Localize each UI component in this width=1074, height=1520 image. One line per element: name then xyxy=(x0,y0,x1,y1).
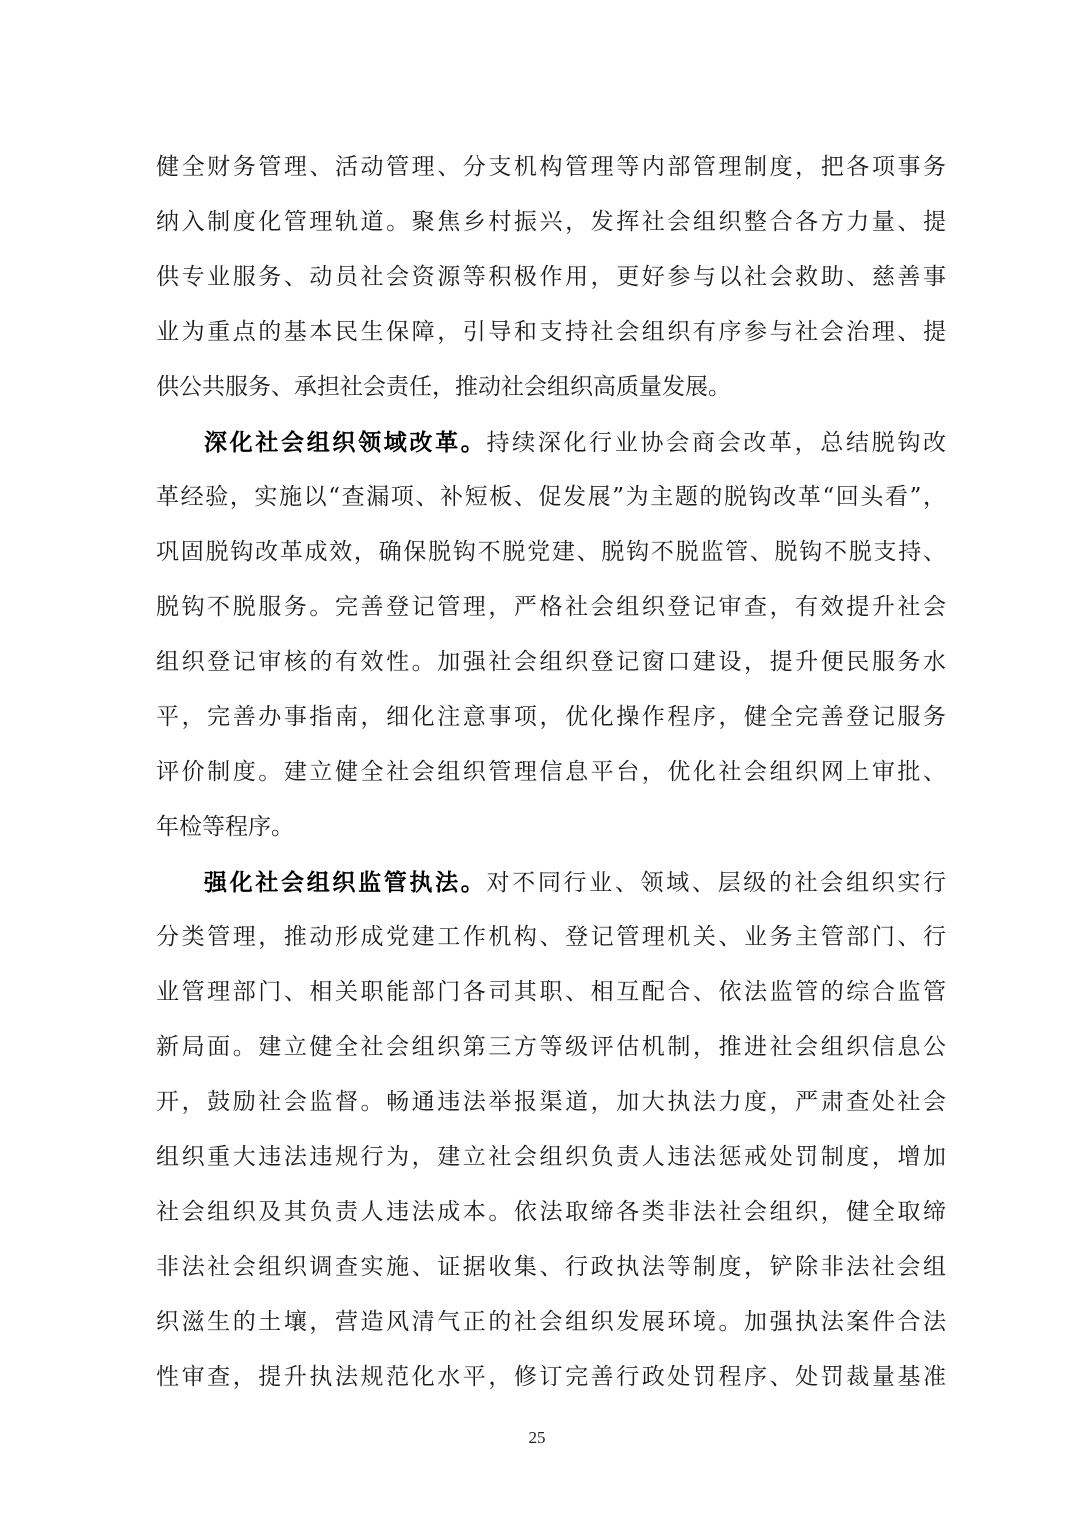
text-line: 分类管理，推动形成党建工作机构、登记管理机关、业务主管部门、行 xyxy=(156,924,946,950)
text-line: 供专业服务、动员社会资源等积极作用，更好参与以社会救助、慈善事 xyxy=(156,264,946,290)
text-line: 社会组织及其负责人违法成本。依法取缔各类非法社会组织，健全取缔 xyxy=(156,1199,946,1225)
text-line: 组织重大违法违规行为，建立社会组织负责人违法惩戒处罚制度，增加 xyxy=(156,1144,946,1170)
paragraph-heading: 强化社会组织监管执法。 xyxy=(204,869,487,896)
text-span: 对不同行业、领域、层级的社会组织实行 xyxy=(486,870,947,896)
text-line: 健全财务管理、活动管理、分支机构管理等内部管理制度，把各项事务 xyxy=(156,154,946,180)
text-line: 织滋生的土壤，营造风清气正的社会组织发展环境。加强执法案件合法 xyxy=(156,1309,946,1335)
paragraph-reform xyxy=(156,415,946,855)
text-line: 供公共服务、承担社会责任，推动社会组织高质量发展。 xyxy=(156,374,731,400)
page-number: 25 xyxy=(528,1428,546,1447)
text-line: 组织登记审核的有效性。加强社会组织登记窗口建设，提升便民服务水 xyxy=(156,649,946,675)
text-line: 业为重点的基本民生保障，引导和支持社会组织有序参与社会治理、提 xyxy=(156,319,946,345)
text-line: 革经验，实施以“查漏项、补短板、促发展”为主题的脱钩改革“回头看”， xyxy=(156,484,946,510)
paragraph-supervision xyxy=(156,855,946,1405)
paragraph-heading: 深化社会组织领域改革。 xyxy=(204,429,487,456)
text-line: 性审查，提升执法规范化水平，修订完善行政处罚程序、处罚裁量基准 xyxy=(156,1364,946,1390)
text-line: 开，鼓励社会监督。畅通违法举报渠道，加大执法力度，严肃查处社会 xyxy=(156,1089,946,1115)
text-line: 非法社会组织调查实施、证据收集、行政执法等制度，铲除非法社会组 xyxy=(156,1254,946,1280)
text-span: 持续深化行业协会商会改革，总结脱钩改 xyxy=(486,430,947,456)
text-line: 纳入制度化管理轨道。聚焦乡村振兴，发挥社会组织整合各方力量、提 xyxy=(156,209,946,235)
text-line: 巩固脱钩改革成效，确保脱钩不脱党建、脱钩不脱监管、脱钩不脱支持、 xyxy=(156,539,946,565)
document-body xyxy=(156,140,946,1405)
text-line: 评价制度。建立健全社会组织管理信息平台，优化社会组织网上审批、 xyxy=(156,759,946,785)
paragraph-continuation xyxy=(156,140,946,415)
text-line: 年检等程序。 xyxy=(156,814,294,840)
text-line: 新局面。建立健全社会组织第三方等级评估机制，推进社会组织信息公 xyxy=(156,1034,946,1060)
text-line xyxy=(156,855,946,910)
text-line: 脱钩不脱服务。完善登记管理，严格社会组织登记审查，有效提升社会 xyxy=(156,594,946,620)
text-line: 业管理部门、相关职能部门各司其职、相互配合、依法监管的综合监管 xyxy=(156,979,946,1005)
text-line: 平，完善办事指南，细化注意事项，优化操作程序，健全完善登记服务 xyxy=(156,704,946,730)
text-line xyxy=(156,415,946,470)
